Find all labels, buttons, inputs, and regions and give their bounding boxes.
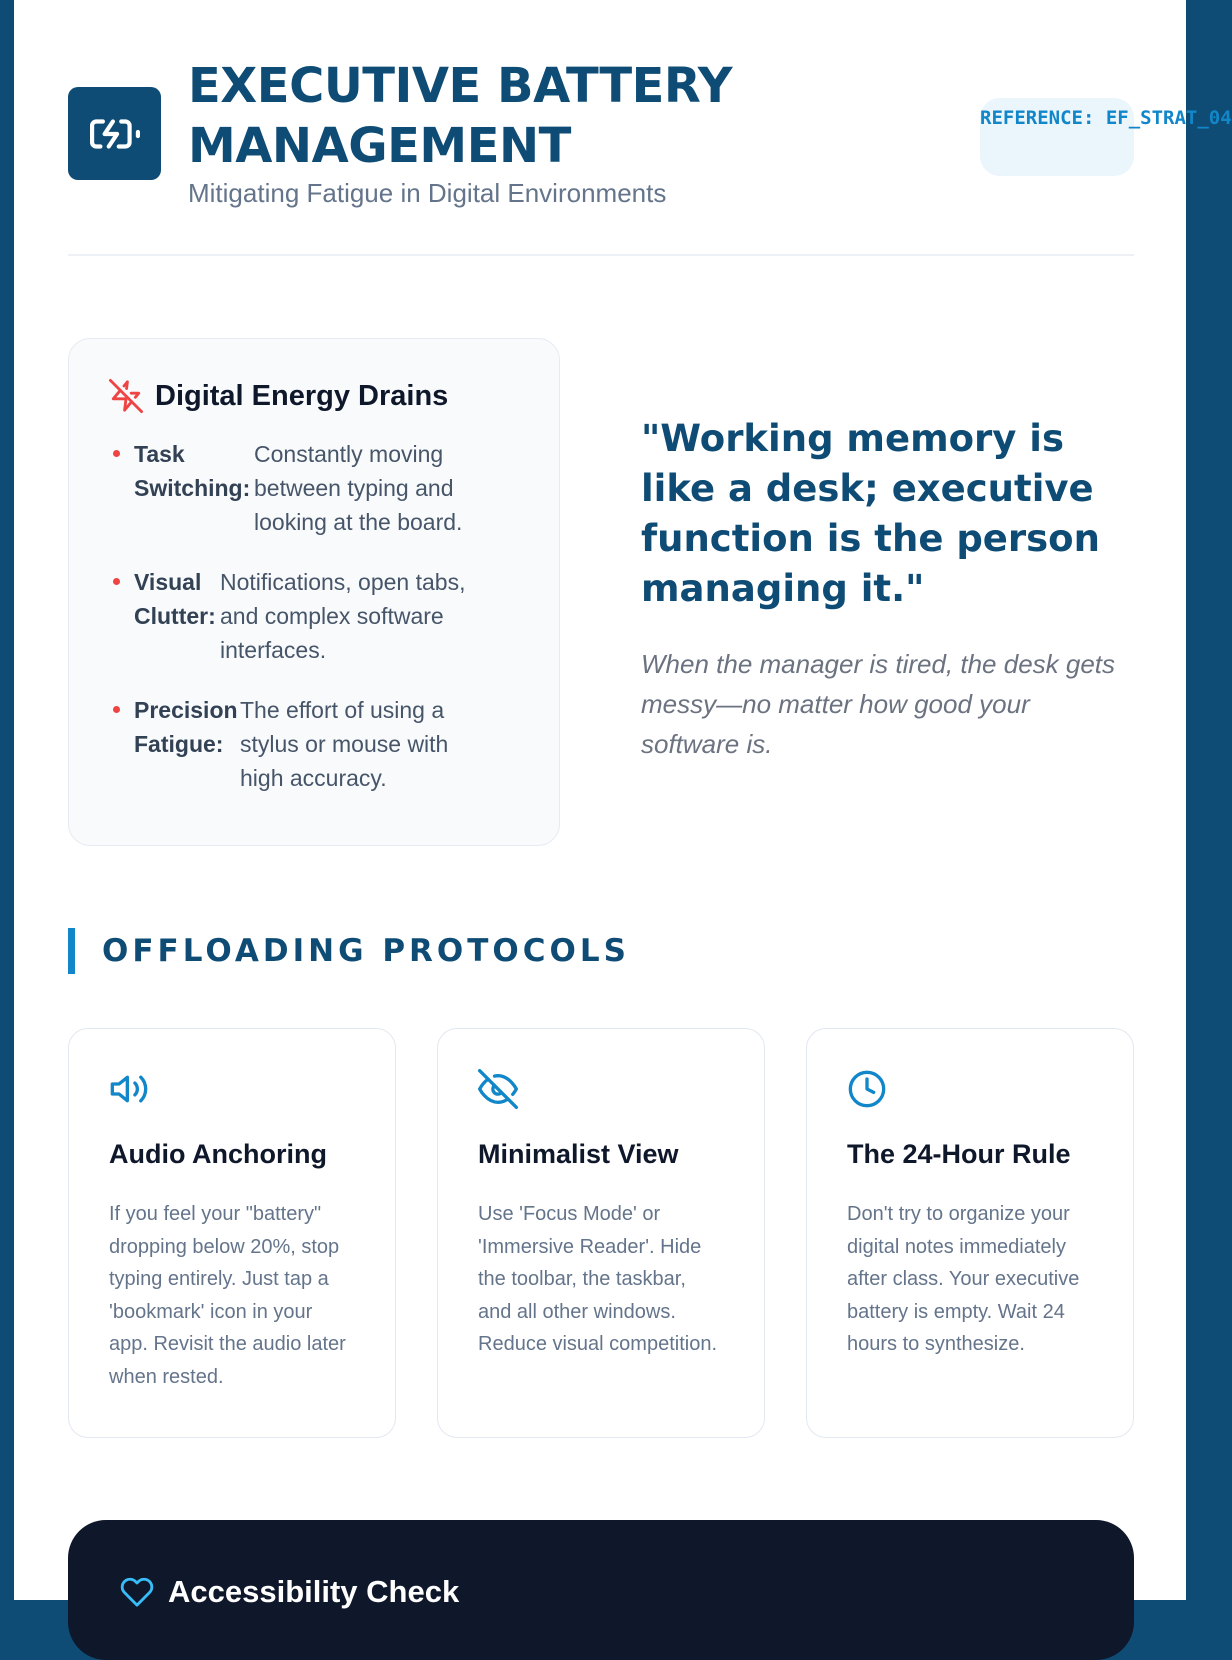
energy-drains-header <box>109 379 519 413</box>
drain-term: Visual Clutter: <box>134 569 216 629</box>
bullet-dot <box>113 706 120 713</box>
section-accent-bar <box>68 928 75 974</box>
drain-term: Precision Fatigue: <box>134 697 238 757</box>
drain-description: Constantly moving between typing and looking at the board. <box>254 441 463 535</box>
accessibility-header <box>120 1574 1082 1610</box>
drain-description: The effort of using a stylus or mouse with high accuracy. <box>240 697 449 791</box>
bullet-dot <box>113 450 120 457</box>
volume-icon <box>109 1069 149 1109</box>
accessibility-title: Accessibility Check <box>168 1574 460 1609</box>
reference-badge: REFERENCE: EF_STRAT_04 <box>980 98 1134 176</box>
protocol-card <box>806 1028 1134 1438</box>
icon-wrapper <box>109 1069 355 1115</box>
drain-item <box>109 565 519 667</box>
protocol-card <box>437 1028 765 1438</box>
energy-drains-title: Digital Energy Drains <box>155 379 449 412</box>
page <box>14 0 1232 1609</box>
header-divider <box>68 254 1134 256</box>
quote-caption: When the manager is tired, the desk gets messy—no matter how good your software is. <box>641 649 1116 759</box>
battery-charging-icon <box>90 109 140 159</box>
page-subtitle: Mitigating Fatigue in Digital Environments <box>188 178 667 208</box>
logo-badge <box>68 87 161 180</box>
section-title: OFFLOADING PROTOCOLS <box>102 933 630 969</box>
icon-wrapper <box>478 1069 724 1115</box>
icon-wrapper <box>847 1069 1093 1115</box>
header <box>68 56 1232 216</box>
protocol-title: The 24-Hour Rule <box>847 1139 1071 1169</box>
section-heading <box>68 928 630 974</box>
protocol-title: Audio Anchoring <box>109 1139 327 1169</box>
protocol-body: Use 'Focus Mode' or 'Immersive Reader'. Hide the toolbar, the taskbar, and all other windows. Reduce visual competition. <box>478 1203 718 1356</box>
bullet-dot <box>113 578 120 585</box>
accessibility-panel <box>68 1520 1134 1660</box>
page-title: EXECUTIVE BATTERY MANAGEMENT <box>188 58 733 174</box>
pull-quote: "Working memory is like a desk; executive function is the person managing it." <box>641 417 1100 610</box>
protocol-body: Don't try to organize your digital notes immediately after class. Your executive battery is empty. Wait 24 hours to synthesize. <box>847 1203 1080 1356</box>
heart-icon <box>120 1575 154 1609</box>
drain-item <box>109 693 519 795</box>
clock-icon <box>847 1069 887 1109</box>
eye-off-icon <box>478 1069 518 1109</box>
drain-description: Notifications, open tabs, and complex software interfaces. <box>220 569 466 663</box>
drain-item <box>109 437 519 539</box>
drain-term: Task Switching: <box>134 441 251 501</box>
protocol-body: If you feel your "battery" dropping below 20%, stop typing entirely. Just tap a 'bookmark' icon in your app. Revisit the audio later when rested. <box>109 1203 346 1388</box>
energy-drains-card <box>68 338 560 846</box>
protocol-card <box>68 1028 396 1438</box>
zap-off-icon <box>109 379 143 413</box>
protocol-title: Minimalist View <box>478 1139 679 1169</box>
